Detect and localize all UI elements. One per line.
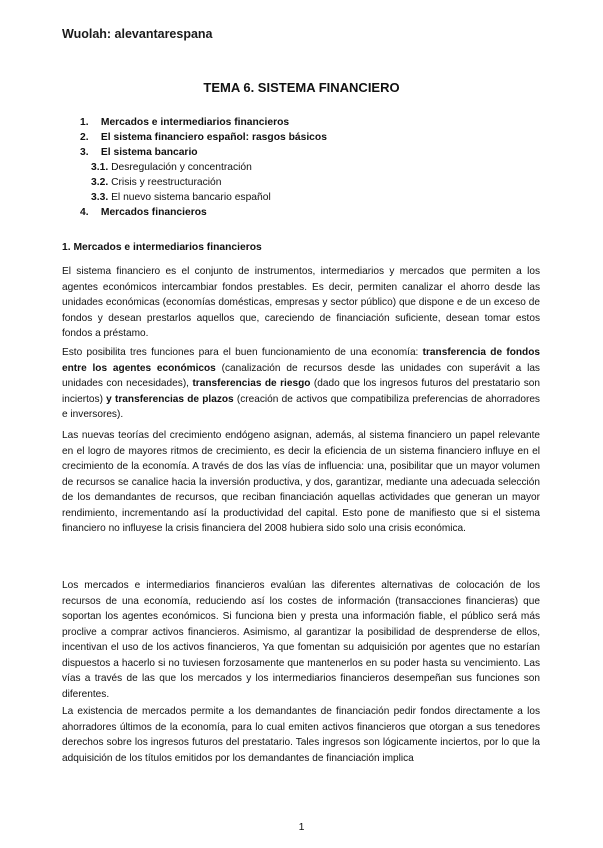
paragraph-text: (creación de activos que compatibiliza preferencias de ahorradores e inversores). <box>62 393 540 420</box>
paragraph-bold-term: y transferencias de plazos <box>106 393 234 405</box>
toc-item-number: 1. <box>80 117 89 128</box>
toc-subitem <box>91 192 271 203</box>
paragraph-text: (canalización de recursos desde las unidades con superávit a las unidades con necesidades), <box>62 362 540 389</box>
paragraph-bold-term: transferencias de riesgo <box>192 378 311 389</box>
toc-item-number: 3.3. <box>91 192 109 203</box>
paragraph-1: El sistema financiero es el conjunto de instrumentos, intermediarios y mercados que permiten a los agentes económicos intercambiar fondos prestables. Es decir, permiten canalizar el ahorro desde las unidades económicas (economías domésticas, empresas y sector público) que dispone e de un exceso de fondos y desean prestarlos aquellos que, careciendo de financiación suficiente, desean tomar estos fondos a préstamo. <box>62 266 540 339</box>
toc-item <box>80 207 207 218</box>
toc-item-number: 3.1. <box>91 162 109 173</box>
toc-item-number: 3.2. <box>91 177 109 188</box>
toc-item-label: Mercados financieros <box>100 207 207 218</box>
section-heading-number: 1. <box>62 242 71 253</box>
toc-item-number: 3. <box>80 147 89 158</box>
section-heading <box>62 242 262 253</box>
page-title: TEMA 6. SISTEMA FINANCIERO <box>203 80 400 95</box>
paragraph-5: La existencia de mercados permite a los demandantes de financiación pedir fondos directamente a los ahorradores últimos de la economía, para lo cual emiten activos financieros que otorgan a sus tenedores derechos sobre los ingresos futuros del prestatario. Tales ingresos son lógicamente inciertos, por lo que la adquisición de los títulos emitidos por los demandantes de financiación implica <box>62 706 540 764</box>
toc-item-number: 4. <box>80 207 89 218</box>
watermark: Wuolah: alevantarespana <box>62 27 213 41</box>
paragraph-2 <box>62 345 540 423</box>
toc-subitem <box>91 162 252 173</box>
toc-item <box>80 132 327 143</box>
paragraph-bold-term: transferencia de fondos entre los agentes económicos <box>62 347 540 374</box>
section-heading-label: Mercados e intermediarios financieros <box>73 242 262 253</box>
toc-item-label: El sistema bancario <box>100 147 198 158</box>
toc-item-label: Mercados e intermediarios financieros <box>100 117 290 128</box>
paragraph-3: Las nuevas teorías del crecimiento endógeno asignan, además, al sistema financiero un papel relevante en el logro de mayores ritmos de crecimiento, es decir la eficiencia de un sistema financiero influye en el crecimiento de la economía. A través de dos las vías de influencia: una, posibilitar que un mayor volumen de recursos se canalice hacia la inversión productiva, y dos, garantizar, mediante una adecuada selección de los demandantes de recursos, que reciban financiación aquellas actividades que generan un mayor rendimiento, incrementando así la productividad del capital. Esto pone de manifiesto que si el sistema financiero no influyese la crisis financiera del 2008 hubiera sido solo una crisis económica. <box>62 430 540 534</box>
page-number: 1 <box>298 821 305 833</box>
toc-item-label: Desregulación y concentración <box>111 162 252 173</box>
toc-item-label: El sistema financiero español: rasgos básicos <box>100 132 327 143</box>
toc-item-label: El nuevo sistema bancario español <box>111 192 271 203</box>
toc-item-number: 2. <box>80 132 89 143</box>
paragraph-4: Los mercados e intermediarios financieros evalúan las diferentes alternativas de colocación de los recursos de una economía, reduciendo así los costes de información (transacciones financieras) que soportan los agentes económicos. Si funciona bien y presta una información fiable, el público será más proclive a comprar activos financieros. Asimismo, al garantizar la posibilidad de desprenderse de ellos, incentivan el uso de los activos financieros, Ya que fomentan su adquisición por agentes que no estarían dispuestos a hacerlo si no tuviesen forzosamente que mantenerlos en su poder hasta su vencimiento. Las vías a través de las que los mercados y los intermediarios financieros desempeñan sus funciones son diferentes. <box>62 580 540 700</box>
toc-item <box>80 117 289 128</box>
toc-subitem <box>91 177 222 188</box>
toc-item-label: Crisis y reestructuración <box>111 177 222 188</box>
toc-item <box>80 147 198 158</box>
paragraph-text: (dado que los ingresos futuros del prestatario son inciertos) <box>62 378 540 405</box>
paragraph-text: Esto posibilita tres funciones para el buen funcionamiento de una economía: <box>62 347 423 358</box>
